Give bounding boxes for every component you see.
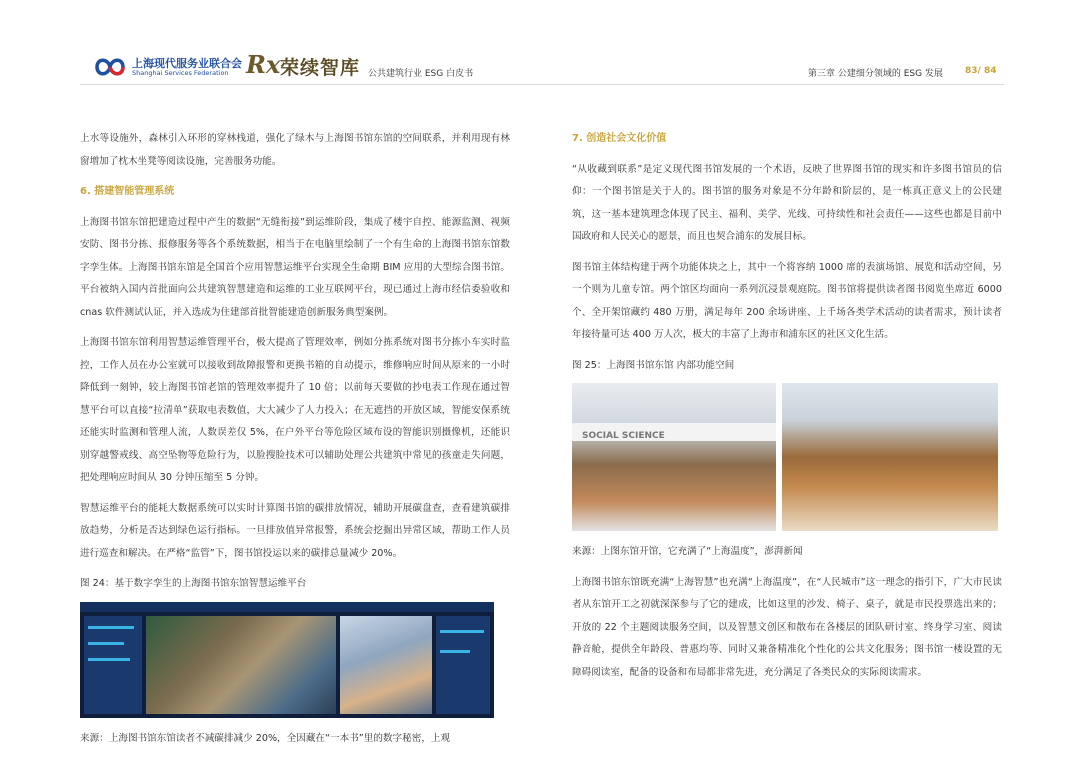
dashboard-bar bbox=[88, 658, 130, 661]
dashboard-bar bbox=[440, 650, 470, 653]
document-title: 公共建筑行业 ESG 白皮书 bbox=[368, 69, 474, 79]
chapter-title: 第三章 公建细分领域的 ESG 发展 bbox=[808, 69, 943, 79]
federation-logo bbox=[94, 52, 242, 82]
dashboard-3d-model bbox=[146, 616, 336, 714]
figure-25-source: 来源：上图东馆开馆，它充满了“上海温度”，澎湃新闻 bbox=[572, 546, 803, 557]
page-number: 83/ 84 bbox=[965, 66, 997, 76]
page-header bbox=[80, 48, 1004, 88]
left-column bbox=[80, 128, 510, 750]
brand-name: 荣续智库 bbox=[280, 57, 361, 79]
brand-mark: Rx bbox=[246, 50, 281, 79]
dashboard-bar bbox=[88, 626, 134, 629]
federation-name-en: Shanghai Services Federation bbox=[132, 69, 229, 77]
shelf-sign-label: SOCIAL SCIENCE bbox=[582, 431, 665, 441]
paragraph: 上海图书馆东馆把建造过程中产生的数据“无缝衔接”到运维阶段，集成了楼宇自控、能源监测、视频安防、图书分拣、报修服务等各个系统数据，相当于在电脑里绘制了一个有生命的上海图书馆东馆数字孪生体。上海图书馆东馆是全国首个应用智慧运维平台实现全生命期 BIM 应用的大型综合图书馆。平台被纳入国内首批面向公共建筑智慧建造和运维的工业互联网平台，现已通过上海市经信委验收和 cnas 软件测试认证，并入选成为住建部首批智能建造创新服务典型案例。 bbox=[80, 216, 510, 318]
dashboard-bar bbox=[88, 642, 124, 645]
figure-25-images bbox=[572, 383, 998, 531]
section-heading-6: 6. 搭建智能管理系统 bbox=[80, 186, 175, 197]
paragraph: 上水等设施外，森林引入环形的穿林栈道，强化了绿木与上海图书馆东馆的空间联系，并利用现有林窗增加了枕木坐凳等阅读设施，完善服务功能。 bbox=[80, 133, 510, 167]
paragraph: 智慧运维平台的能耗大数据系统可以实时计算图书馆的碳排放情况，辅助开展碳盘查，查看建筑碳排放趋势，分析是否达到绿色运行指标。一旦排放值异常报警，系统会挖掘出异常区域，帮助工作人员进行巡查和解决。在严格“监管”下，图书馆投运以来的碳排总量减少 20%。 bbox=[80, 502, 510, 559]
dashboard-left-panel bbox=[84, 616, 142, 714]
paragraph: 图书馆主体结构建于两个功能体块之上，其中一个将容纳 1000 席的表演场馆、展览和活动空间，另一个则为儿童专馆。两个馆区均面向一系列沉浸景观庭院。图书馆将提供读者图书阅览坐席近 6000 个、全开架馆藏约 480 万册，满足每年 200 余场讲座、上千场各类学术活动的读者需求，预计读者年接待量可达 400 万人次，极大的丰富了上海市和浦东区的社区文化生活。 bbox=[572, 261, 1002, 340]
paragraph: “从收藏到联系”是定义现代图书馆发展的一个术语，反映了世界图书馆的现实和许多图书馆员的信仰：一个图书馆是关于人的。图书馆的服务对象是不分年龄和阶层的，是一栋真正意义上的公民建筑，这一基本建筑理念体现了民主、福利、美学、光线、可持续性和社会责任——这些也都是目前中国政府和人民关心的愿景，而且也契合浦东的发展目标。 bbox=[572, 163, 1002, 242]
dashboard-top-bar bbox=[80, 602, 494, 612]
figure-24-caption: 图 24：基于数字孪生的上海图书馆东馆智慧运维平台 bbox=[80, 578, 307, 589]
header-divider bbox=[80, 84, 1004, 85]
figure-24-source: 来源：上海图书馆东馆读者不减碳排减少 20%，全因藏在“一本书”里的数字秘密，上观 bbox=[80, 732, 451, 744]
federation-name-cn: 上海现代服务业联合会 bbox=[132, 57, 242, 70]
section-heading-7: 7. 创造社会文化价值 bbox=[572, 133, 667, 144]
dashboard-bar bbox=[440, 630, 484, 633]
federation-logo-icon bbox=[94, 54, 126, 80]
dashboard-detail-view bbox=[340, 616, 432, 714]
paragraph: 上海图书馆东馆利用智慧运维管理平台，极大提高了管理效率，例如分拣系统对图书分拣小车实时监控，工作人员在办公室就可以接收到故障报警和更换书箱的自动提示，维修响应时间从原来的一小时降低到一刻钟，较上海图书馆老馆的管理效率提升了 10 倍；以前每天要做的抄电表工作现在通过智慧平台可以直接“拉清单”获取电表数值，大大减少了人力投入；在无遮挡的开放区域，智能安保系统还能实时监测和管理人流，人数误差仅 5%，在户外平台等危险区域布设的智能识别摄像机，还能识别穿越警戒线、高空坠物等危险行为，以脸搜脸技术可以辅助处理公共建筑中常见的孩童走失问题，把处理响应时间从 30 分钟压缩至 5 分钟。 bbox=[80, 337, 510, 483]
figure-25-caption: 图 25：上海图书馆东馆 内部功能空间 bbox=[572, 359, 735, 371]
figure-24-image bbox=[80, 602, 494, 718]
library-bookshelf-photo bbox=[572, 383, 776, 531]
library-reading-hall-photo bbox=[782, 383, 998, 531]
right-column bbox=[572, 128, 1002, 692]
paragraph: 上海图书馆东馆既充满“上海智慧”也充满“上海温度”，在“人民城市”这一理念的指引下，广大市民读者从东馆开工之初就深深参与了它的建成，比如这里的沙发、椅子、桌子，就是市民投票选出来的；开放的 22 个主题阅读服务空间，以及智慧文创区和散布在各楼层的团队研讨室、终身学习室、阅读静音舱，提供全年龄段、普惠均等、同时又兼备精准化个性化的公共文化服务；图书馆一楼设置的无障碍阅读室，配备的设备和布局都非常先进，充分满足了各类民众的实际阅读需求。 bbox=[572, 576, 1002, 678]
